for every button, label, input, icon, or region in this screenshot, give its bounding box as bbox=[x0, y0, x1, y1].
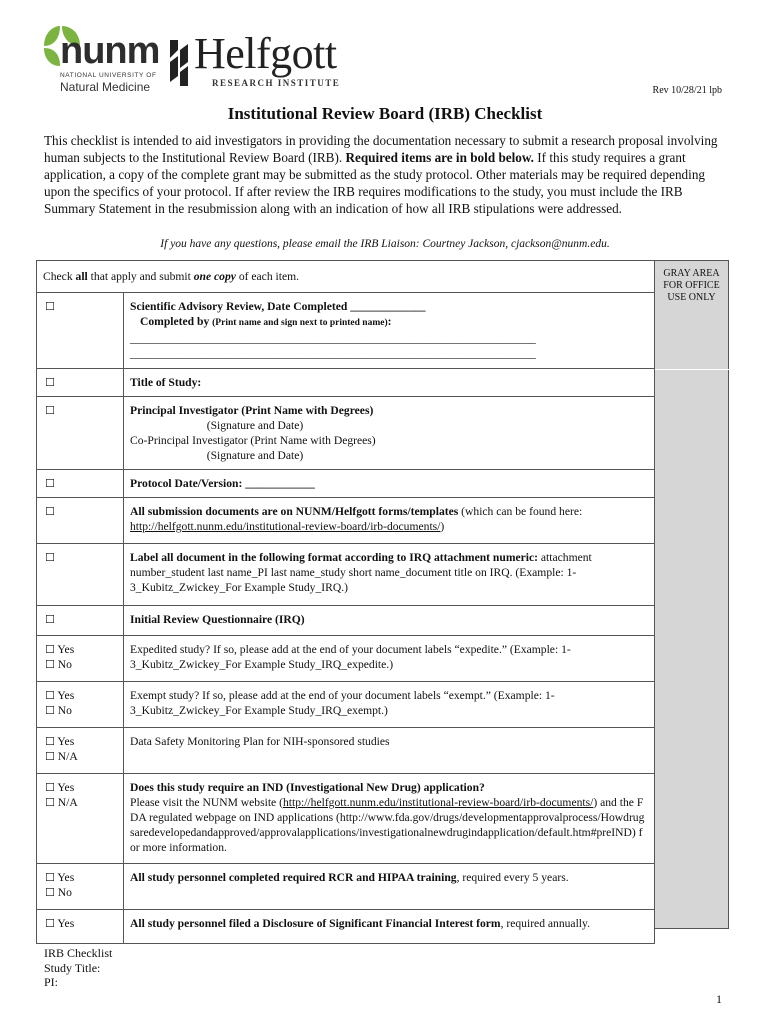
checklist-instructions: Check all that apply and submit one copy of each item. bbox=[37, 261, 655, 293]
footer-pi: PI: bbox=[44, 975, 59, 989]
checkbox-disclosure-yes[interactable]: ☐ bbox=[45, 917, 55, 930]
checkbox-title-of-study[interactable]: ☐ bbox=[45, 376, 55, 389]
footer-study-title: Study Title: bbox=[44, 960, 101, 975]
item-disclosure: All study personnel filed a Disclosure of Significant Financial Interest form, required annually. bbox=[124, 910, 655, 944]
checkbox-principal-investigator[interactable]: ☐ bbox=[45, 404, 55, 417]
ind-nunm-link[interactable]: http://helfgott.nunm.edu/institutional-review-board/irb-documents/ bbox=[282, 796, 594, 809]
helfgott-logo-word: Helfgott bbox=[194, 29, 337, 78]
item-forms: All submission documents are on NUNM/Helfgott forms/templates (which can be found here: http://helfgott.nunm.edu/institutional-review-board/irb-documents/) bbox=[124, 498, 655, 544]
nunm-logo-line1: NATIONAL UNIVERSITY OF bbox=[60, 72, 157, 79]
table-row bbox=[37, 544, 655, 606]
intro-bold: Required items are in bold below. bbox=[345, 150, 534, 165]
table-row bbox=[37, 606, 655, 636]
item-training: All study personnel completed required RCR and HIPAA training, required every 5 years. bbox=[124, 864, 655, 910]
checkbox-protocol[interactable]: ☐ bbox=[45, 477, 55, 490]
table-row: ☐ Yes ☐ N/A Does this study require an IND (Investigational New Drug) application? Please visit the NUNM website (http://helfgott.nunm.edu/institutional-review-board/irb-documents/) and the FDA regulated webpage on IND applications (http://www.fda.gov/drugs/developmentapprovalprocess/Howdrugsaredevelopedandapproved/approvalapplications/investigationalnewdrugindapplication/default.htm#preIND) for more information. bbox=[37, 774, 655, 864]
table-row: ☐ Yes ☐ No Exempt study? If so, please add at the end of your document labels “exempt.” (Example: 1-3_Kubitz_Zwickey_For Example Study_IRQ_exempt.) bbox=[37, 682, 655, 728]
signature-line-2: ______________________________________________________________________ bbox=[130, 347, 536, 360]
intro-paragraph bbox=[44, 132, 724, 217]
office-use-column bbox=[655, 260, 729, 929]
nunm-logo-word: nunm bbox=[60, 30, 160, 72]
item-exempt: Exempt study? If so, please add at the end of your document labels “exempt.” (Example: 1-3_Kubitz_Zwickey_For Example Study_IRQ_exempt.) bbox=[124, 682, 655, 728]
table-row bbox=[37, 397, 655, 470]
item-irq: Initial Review Questionnaire (IRQ) bbox=[124, 606, 655, 636]
table-row bbox=[37, 293, 655, 369]
revision-note: Rev 10/28/21 lpb bbox=[652, 85, 722, 96]
checkbox-training-no[interactable]: ☐ bbox=[45, 886, 55, 899]
item-expedited: Expedited study? If so, please add at the end of your document labels “expedite.” (Example: 1-3_Kubitz_Zwickey_For Example Study_IRQ_expedite.) bbox=[124, 636, 655, 682]
item-title-of-study: Title of Study: bbox=[124, 369, 655, 397]
item-label-format: Label all document in the following format according to IRQ attachment numeric: attachment number_student last name_PI last name_study short name_document title on IRQ. (Example: 1-3_Kubitz_Zwickey_For Example Study_IRQ.) bbox=[124, 544, 655, 606]
checkbox-exempt-yes[interactable]: ☐ bbox=[45, 689, 55, 702]
irb-documents-link[interactable]: http://helfgott.nunm.edu/institutional-review-board/irb-documents/ bbox=[130, 520, 441, 533]
contact-line: If you have any questions, please email the IRB Liaison: Courtney Jackson, cjackson@nunm.edu. bbox=[160, 238, 610, 250]
office-use-label: GRAY AREA FOR OFFICE USE ONLY bbox=[663, 268, 720, 303]
checkbox-exempt-no[interactable]: ☐ bbox=[45, 704, 55, 717]
checkbox-expedited-no[interactable]: ☐ bbox=[45, 658, 55, 671]
footer-line-1: IRB Checklist bbox=[44, 946, 113, 960]
checkbox-expedited-yes[interactable]: ☐ bbox=[45, 643, 55, 656]
checkbox-training-yes[interactable]: ☐ bbox=[45, 871, 55, 884]
checkbox-dsmp-yes[interactable]: ☐ bbox=[45, 735, 55, 748]
header-logos bbox=[40, 22, 380, 94]
item-scientific-review: Scientific Advisory Review, Date Completed _____________ Completed by (Print name and sign next to printed name): ______________________________________________________________________ ______________________________________________________________________ bbox=[124, 293, 655, 369]
item-principal-investigator: Principal Investigator (Print Name with Degrees) (Signature and Date) Co-Principal Investigator (Print Name with Degrees) (Signature and Date) bbox=[124, 397, 655, 470]
table-row bbox=[37, 470, 655, 498]
nunm-logo-line2: Natural Medicine bbox=[60, 80, 151, 94]
checklist-table bbox=[36, 260, 655, 944]
checkbox-ind-na[interactable]: ☐ bbox=[45, 796, 55, 809]
checkbox-dsmp-na[interactable]: ☐ bbox=[45, 750, 55, 763]
item-ind: Does this study require an IND (Investigational New Drug) application? Please visit the NUNM website (http://helfgott.nunm.edu/institutional-review-board/irb-documents/) and the FDA regulated webpage on IND applications (http://www.fda.gov/drugs/developmentapprovalprocess/Howdrugsaredevelopedandapproved/approvalapplications/investigationalnewdrugindapplication/default.htm#preIND) for more information. bbox=[124, 774, 655, 864]
intro-text-2: If this study requires a grant application, a copy of the complete grant may be submitted as the study protocol. Other materials may be required depending upon the specifics of your protocol. If after review the IRB requires modifications to the study, you must include the IRB Summary Statement in the resubmission along with an indication of how all IRB stipulations were addressed. bbox=[44, 150, 706, 216]
checkbox-scientific-review[interactable]: ☐ bbox=[45, 300, 55, 313]
page-title: Institutional Review Board (IRB) Checklist bbox=[227, 104, 543, 123]
item-protocol: Protocol Date/Version: ____________ bbox=[124, 470, 655, 498]
checkbox-forms[interactable]: ☐ bbox=[45, 505, 55, 518]
checkbox-irq[interactable]: ☐ bbox=[45, 613, 55, 626]
checklist-header-row bbox=[37, 261, 655, 293]
table-row: ☐ Yes ☐ No All study personnel completed required RCR and HIPAA training, required every 5 years. bbox=[37, 864, 655, 910]
helfgott-logo-sub: RESEARCH INSTITUTE bbox=[212, 78, 341, 88]
table-row: ☐ Yes All study personnel filed a Disclosure of Significant Financial Interest form, required annually. bbox=[37, 910, 655, 944]
intro-text-1: This checklist is intended to aid investigators in providing the documentation necessary to submit a research proposal involving human subjects to the Institutional Review Board (IRB). bbox=[44, 133, 718, 165]
table-row bbox=[37, 498, 655, 544]
signature-line-1: ______________________________________________________________________ bbox=[130, 332, 536, 345]
footer bbox=[44, 946, 112, 990]
page-number: 1 bbox=[716, 992, 722, 1006]
office-divider bbox=[655, 369, 729, 370]
table-row: ☐ Yes ☐ No Expedited study? If so, please add at the end of your document labels “expedite.” (Example: 1-3_Kubitz_Zwickey_For Example Study_IRQ_expedite.) bbox=[37, 636, 655, 682]
helfgott-mark-icon bbox=[168, 40, 188, 86]
table-row: ☐ Yes ☐ N/A Data Safety Monitoring Plan for NIH-sponsored studies bbox=[37, 728, 655, 774]
checkbox-ind-yes[interactable]: ☐ bbox=[45, 781, 55, 794]
item-dsmp: Data Safety Monitoring Plan for NIH-sponsored studies bbox=[124, 728, 655, 774]
table-row bbox=[37, 369, 655, 397]
checkbox-label-format[interactable]: ☐ bbox=[45, 551, 55, 564]
